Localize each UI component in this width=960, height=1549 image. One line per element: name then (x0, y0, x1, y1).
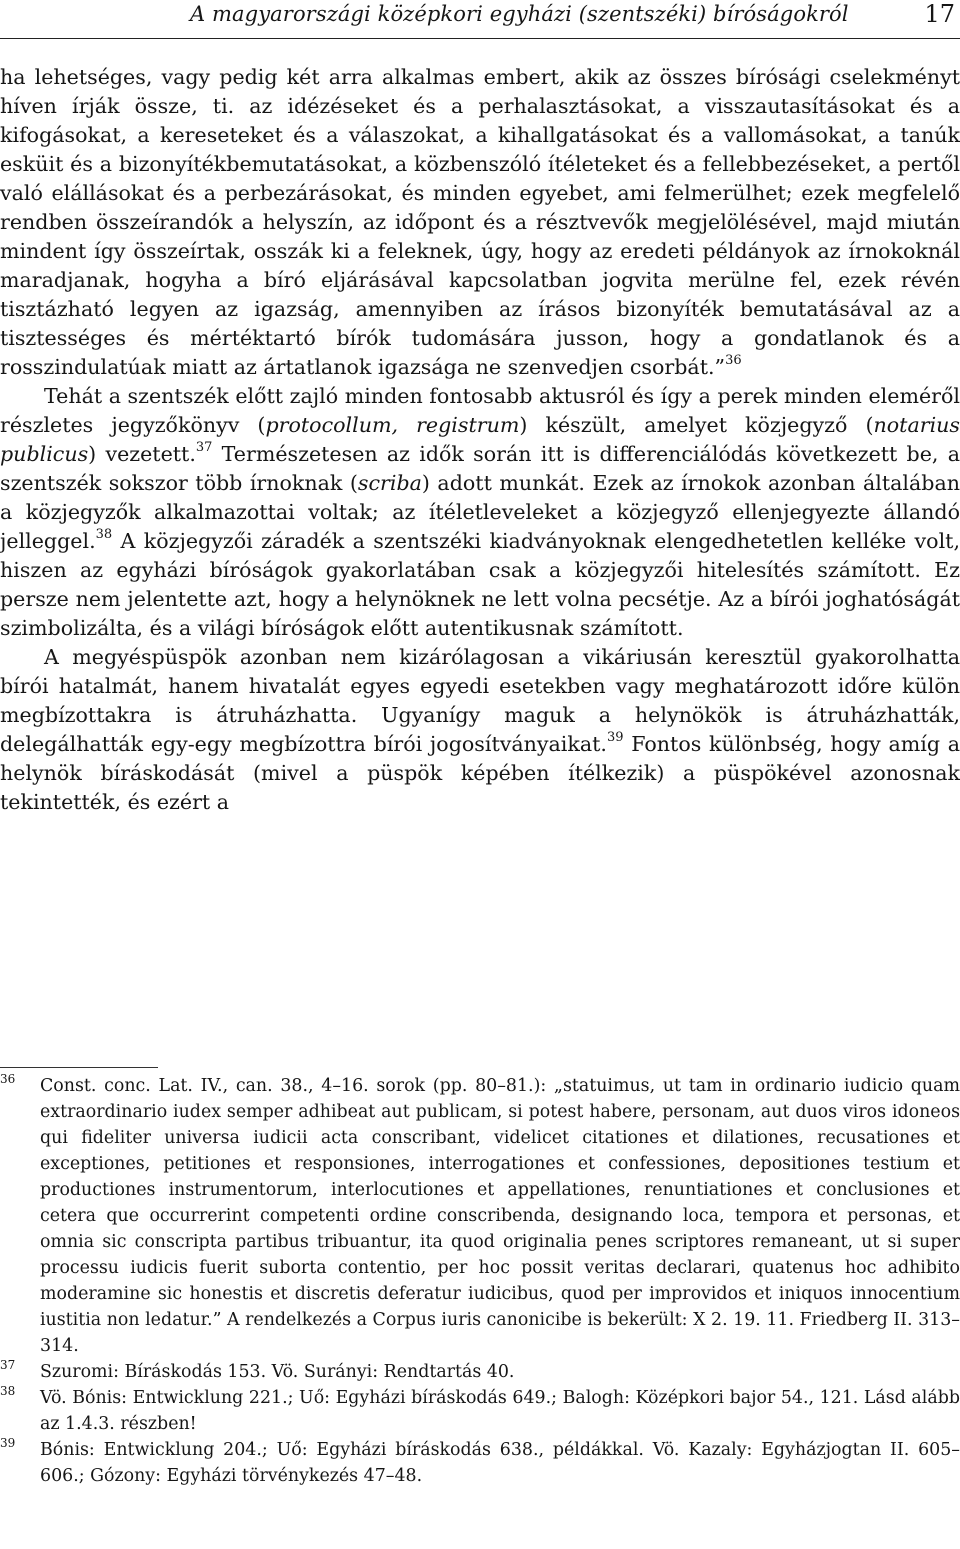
footnote-number: 38 (0, 1384, 16, 1398)
body-paragraph (0, 382, 960, 643)
footnote-number: 37 (0, 1358, 16, 1372)
body-text (0, 63, 960, 817)
footnotes (0, 1073, 960, 1489)
latin-term: notarius publicus (0, 413, 960, 466)
footnote-reference: 38 (95, 527, 113, 543)
footnote-separator (0, 1067, 158, 1068)
footnote (0, 1073, 960, 1359)
text-run: ) vezetett. (88, 442, 196, 466)
text-run: A közjegyzői záradék a szentszéki kiadványoknak elengedhetetlen kelléke volt, hiszen az egyházi bíróságok gyakorlatában csak a közjegyzői hitelesítés számított. Ez persze nem jelentette azt, hogy a helynöknek ne lett volna pecsétje. Az a bírói joghatóságát szimbolizálta, és a világi bíróságok előtt autentikusnak számított. (0, 529, 960, 640)
body-paragraph (0, 63, 960, 382)
footnote (0, 1359, 960, 1385)
footnote-text: Vö. Bónis: Entwicklung 221.; Uő: Egyházi bíráskodás 649.; Balogh: Középkori bajor 54., 121. Lásd alább az 1.4.3. részben! (40, 1388, 960, 1434)
text-run: ) adott munkát. Ezek az írnokok azonban általában a közjegyzők alkalmazottai voltak; az ítéletleveleket a közjegyző ellenjegyezte állandó jelleggel. (0, 471, 960, 553)
text-run: ) készült, amelyet közjegyző ( (519, 413, 874, 437)
text-run: Fontos különbség, hogy amíg a helynök bíráskodását (mivel a püspök képében ítélkezik) a püspökével azonosnak tekintették, és ezért a (0, 732, 960, 814)
latin-term: protocollum, registrum (265, 413, 520, 437)
footnote (0, 1437, 960, 1489)
text-run: ha lehetséges, vagy pedig két arra alkalmas embert, akik az összes bírósági cselekményt híven írják össze, ti. az idézéseket és a perhalasztásokat, a visszautasításokat és a kifogásokat, a kereseteket és a válaszokat, a kihallgatásokat és a vallomásokat, a tanúk esküit és a bizonyítékbemutatásokat, a közbenszóló ítéleteket és a fellebbezéseket, a pertől való elállásokat és a perbezárásokat, és minden egyebet, ami felmerülhet; ezek megfelelő rendben összeírandók a helyszín, az időpont és a résztvevők megjelölésével, majd miután mindent így összeírtak, osszák ki a feleknek, úgy, hogy az eredeti példányok az írnokoknál maradjanak, hogyha a bíró eljárásával kapcsolatban jogvita merülne fel, ezek révén tisztázható legyen az igazság, amennyiben az írásos bizonyíték bemutatásával az a tisztességes és mértéktartó bírók tudomására jusson, hogy a gondatlanok és a rosszindulatúak miatt az ártatlanok igazsága ne szenvedjen csorbát.” (0, 65, 960, 379)
page-number: 17 (924, 0, 955, 28)
footnote-reference: 37 (195, 440, 213, 456)
running-header (0, 0, 960, 39)
footnote-text: Const. conc. Lat. IV., can. 38., 4–16. sorok (pp. 80–81.): „statuimus, ut tam in ordinario iudicio quam extraordinario iudex semper adhibeat aut publicam, si potest habere, personam, aut duos viros idoneos qui fideliter universa iudicii acta conscribant, videlicet citationes et dilationes, recusationes et exceptiones, petitiones et responsiones, interrogationes et confessiones, depositiones testium et productiones instrumentorum, interlocutiones et appellationes, renuntiationes et conclusiones et cetera que occurrerint competenti ordine conscribenda, designando loca, tempora et personas, et omnia sic conscripta partibus tribuantur, ita quod originalia penes scriptores remaneant, ut si super processu iudicis fuerit suborta contentio, per hoc possit veritas declarari, quatenus hoc adhibito moderamine sic honestis et discretis deferatur iudicibus, quod per improvidos et iniquos innocentium iustitia non ledatur.” A rendelkezés a Corpus iuris canonicibe is bekerült: X 2. 19. 11. Friedberg II. 313–314. (40, 1076, 960, 1356)
text-run: Tehát a szentszék előtt zajló minden fontosabb aktusról és így a perek minden eleméről részletes jegyzőkönyv ( (0, 384, 960, 437)
latin-term: scriba (357, 471, 422, 495)
footnote-reference: 36 (725, 353, 742, 369)
footnote-reference: 39 (606, 730, 624, 746)
footnote (0, 1385, 960, 1437)
body-paragraph (0, 643, 960, 817)
footnote-text: Bónis: Entwicklung 204.; Uő: Egyházi bíráskodás 638., példákkal. Vö. Kazaly: Egyházjogtan II. 605–606.; Gózony: Egyházi törvénykezés 47–48. (40, 1440, 960, 1486)
footnote-text: Szuromi: Bíráskodás 153. Vö. Surányi: Rendtartás 40. (40, 1362, 515, 1382)
running-title: A magyarországi középkori egyházi (szentszéki) bíróságokról (190, 2, 849, 26)
footnote-number: 39 (0, 1436, 16, 1450)
footnote-number: 36 (0, 1072, 16, 1086)
text-run: A megyéspüspök azonban nem kizárólagosan a vikáriusán keresztül gyakorolhatta bírói hatalmát, hanem hivatalát egyes egyedi esetekben vagy meghatározott időre külön megbízottakra is átruházhatta. Ugyanígy maguk a helynökök is átruházhatták, delegálhatták egy-egy megbízottra bírói jogosítványaikat. (0, 645, 960, 756)
text-run: Természetesen az idők során itt is differenciálódás következett be, a szentszék sokszor több írnoknak ( (0, 442, 960, 495)
